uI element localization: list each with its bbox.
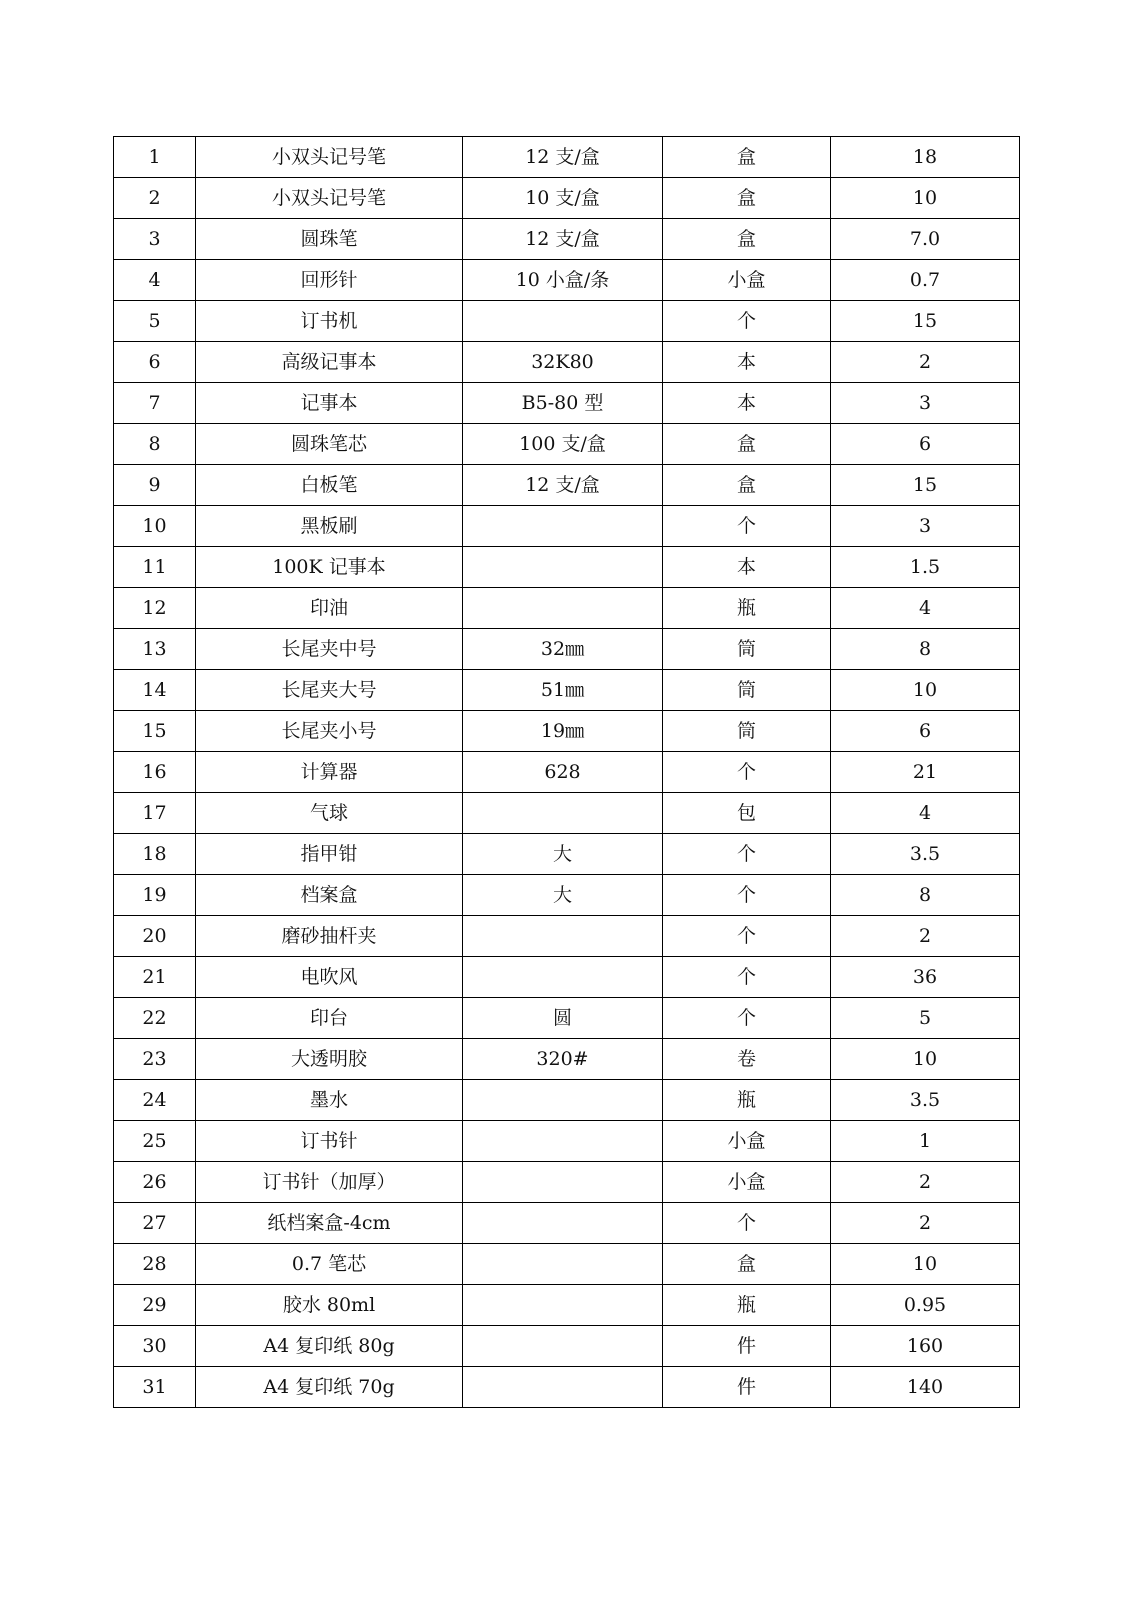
item-unit-cell: 筒 — [663, 629, 831, 670]
item-spec-cell: 12 支/盒 — [463, 219, 663, 260]
item-spec-cell: 10 小盒/条 — [463, 260, 663, 301]
item-number-cell: 27 — [114, 1203, 196, 1244]
item-name-cell: 圆珠笔芯 — [196, 424, 463, 465]
item-name-cell: 0.7 笔芯 — [196, 1244, 463, 1285]
item-spec-cell: 628 — [463, 752, 663, 793]
item-name-cell: 指甲钳 — [196, 834, 463, 875]
item-quantity-cell: 140 — [831, 1367, 1020, 1408]
item-spec-cell — [463, 1244, 663, 1285]
item-spec-cell: 320# — [463, 1039, 663, 1080]
item-number-cell: 4 — [114, 260, 196, 301]
item-quantity-cell: 10 — [831, 178, 1020, 219]
item-quantity-cell: 8 — [831, 875, 1020, 916]
item-quantity-cell: 15 — [831, 465, 1020, 506]
item-name-cell: 100K 记事本 — [196, 547, 463, 588]
item-spec-cell — [463, 1080, 663, 1121]
table-row — [114, 1367, 1020, 1408]
item-spec-cell — [463, 793, 663, 834]
table-row — [114, 137, 1020, 178]
item-spec-cell — [463, 1326, 663, 1367]
item-name-cell: 墨水 — [196, 1080, 463, 1121]
item-number-cell: 17 — [114, 793, 196, 834]
item-unit-cell: 个 — [663, 1203, 831, 1244]
item-unit-cell: 瓶 — [663, 588, 831, 629]
item-spec-cell — [463, 301, 663, 342]
table-row — [114, 1244, 1020, 1285]
item-spec-cell — [463, 1285, 663, 1326]
item-name-cell: 长尾夹中号 — [196, 629, 463, 670]
item-name-cell: A4 复印纸 80g — [196, 1326, 463, 1367]
item-spec-cell — [463, 547, 663, 588]
item-quantity-cell: 160 — [831, 1326, 1020, 1367]
item-number-cell: 11 — [114, 547, 196, 588]
item-number-cell: 18 — [114, 834, 196, 875]
table-row — [114, 1162, 1020, 1203]
table-row — [114, 506, 1020, 547]
table-row — [114, 670, 1020, 711]
item-number-cell: 14 — [114, 670, 196, 711]
table-row — [114, 260, 1020, 301]
item-unit-cell: 盒 — [663, 1244, 831, 1285]
item-unit-cell: 小盒 — [663, 1162, 831, 1203]
item-name-cell: 电吹风 — [196, 957, 463, 998]
item-unit-cell: 瓶 — [663, 1080, 831, 1121]
table-row — [114, 301, 1020, 342]
item-quantity-cell: 2 — [831, 1203, 1020, 1244]
item-name-cell: 圆珠笔 — [196, 219, 463, 260]
item-unit-cell: 个 — [663, 875, 831, 916]
item-number-cell: 19 — [114, 875, 196, 916]
item-quantity-cell: 2 — [831, 1162, 1020, 1203]
item-spec-cell — [463, 1162, 663, 1203]
item-name-cell: 长尾夹小号 — [196, 711, 463, 752]
table-row — [114, 383, 1020, 424]
item-name-cell: 印台 — [196, 998, 463, 1039]
table-row — [114, 752, 1020, 793]
item-spec-cell: 19㎜ — [463, 711, 663, 752]
item-name-cell: 档案盒 — [196, 875, 463, 916]
item-quantity-cell: 2 — [831, 916, 1020, 957]
item-unit-cell: 盒 — [663, 219, 831, 260]
table-row — [114, 875, 1020, 916]
item-unit-cell: 盒 — [663, 178, 831, 219]
item-quantity-cell: 3 — [831, 383, 1020, 424]
item-quantity-cell: 3.5 — [831, 1080, 1020, 1121]
item-unit-cell: 小盒 — [663, 260, 831, 301]
table-row — [114, 1326, 1020, 1367]
item-unit-cell: 件 — [663, 1326, 831, 1367]
item-quantity-cell: 10 — [831, 1244, 1020, 1285]
table-row — [114, 1121, 1020, 1162]
table-row — [114, 916, 1020, 957]
item-number-cell: 28 — [114, 1244, 196, 1285]
item-number-cell: 31 — [114, 1367, 196, 1408]
table-row — [114, 219, 1020, 260]
item-spec-cell: 12 支/盒 — [463, 465, 663, 506]
item-number-cell: 3 — [114, 219, 196, 260]
item-spec-cell — [463, 1367, 663, 1408]
item-quantity-cell: 1.5 — [831, 547, 1020, 588]
item-number-cell: 9 — [114, 465, 196, 506]
table-row — [114, 342, 1020, 383]
item-number-cell: 26 — [114, 1162, 196, 1203]
item-quantity-cell: 10 — [831, 1039, 1020, 1080]
table-row — [114, 793, 1020, 834]
item-number-cell: 12 — [114, 588, 196, 629]
item-unit-cell: 盒 — [663, 137, 831, 178]
item-spec-cell: 12 支/盒 — [463, 137, 663, 178]
item-unit-cell: 个 — [663, 998, 831, 1039]
item-unit-cell: 小盒 — [663, 1121, 831, 1162]
item-unit-cell: 盒 — [663, 465, 831, 506]
item-unit-cell: 个 — [663, 916, 831, 957]
item-name-cell: 订书针（加厚） — [196, 1162, 463, 1203]
item-spec-cell: 32K80 — [463, 342, 663, 383]
item-number-cell: 29 — [114, 1285, 196, 1326]
item-quantity-cell: 3 — [831, 506, 1020, 547]
item-quantity-cell: 0.95 — [831, 1285, 1020, 1326]
item-number-cell: 16 — [114, 752, 196, 793]
table-row — [114, 178, 1020, 219]
item-name-cell: 回形针 — [196, 260, 463, 301]
item-number-cell: 8 — [114, 424, 196, 465]
item-name-cell: 小双头记号笔 — [196, 137, 463, 178]
item-quantity-cell: 8 — [831, 629, 1020, 670]
table-row — [114, 588, 1020, 629]
item-quantity-cell: 6 — [831, 424, 1020, 465]
item-spec-cell — [463, 1121, 663, 1162]
item-quantity-cell: 18 — [831, 137, 1020, 178]
item-number-cell: 15 — [114, 711, 196, 752]
item-unit-cell: 卷 — [663, 1039, 831, 1080]
item-unit-cell: 本 — [663, 383, 831, 424]
item-unit-cell: 本 — [663, 547, 831, 588]
item-number-cell: 24 — [114, 1080, 196, 1121]
item-quantity-cell: 3.5 — [831, 834, 1020, 875]
item-number-cell: 13 — [114, 629, 196, 670]
item-number-cell: 30 — [114, 1326, 196, 1367]
supplies-table — [113, 136, 1020, 1408]
item-name-cell: 印油 — [196, 588, 463, 629]
item-name-cell: A4 复印纸 70g — [196, 1367, 463, 1408]
item-spec-cell — [463, 916, 663, 957]
item-name-cell: 磨砂抽杆夹 — [196, 916, 463, 957]
item-name-cell: 黑板刷 — [196, 506, 463, 547]
table-row — [114, 1285, 1020, 1326]
item-unit-cell: 个 — [663, 506, 831, 547]
item-spec-cell: B5-80 型 — [463, 383, 663, 424]
item-quantity-cell: 4 — [831, 793, 1020, 834]
table-row — [114, 465, 1020, 506]
item-name-cell: 气球 — [196, 793, 463, 834]
item-spec-cell: 100 支/盒 — [463, 424, 663, 465]
item-quantity-cell: 36 — [831, 957, 1020, 998]
item-quantity-cell: 4 — [831, 588, 1020, 629]
item-spec-cell: 圆 — [463, 998, 663, 1039]
item-spec-cell: 32㎜ — [463, 629, 663, 670]
item-number-cell: 2 — [114, 178, 196, 219]
item-name-cell: 白板笔 — [196, 465, 463, 506]
item-unit-cell: 个 — [663, 957, 831, 998]
item-spec-cell — [463, 957, 663, 998]
item-spec-cell: 10 支/盒 — [463, 178, 663, 219]
item-unit-cell: 件 — [663, 1367, 831, 1408]
table-row — [114, 1080, 1020, 1121]
supplies-table-body — [114, 137, 1020, 1408]
item-number-cell: 21 — [114, 957, 196, 998]
item-number-cell: 22 — [114, 998, 196, 1039]
item-number-cell: 1 — [114, 137, 196, 178]
item-name-cell: 纸档案盒-4cm — [196, 1203, 463, 1244]
table-row — [114, 547, 1020, 588]
item-quantity-cell: 7.0 — [831, 219, 1020, 260]
item-spec-cell — [463, 506, 663, 547]
item-number-cell: 20 — [114, 916, 196, 957]
item-number-cell: 5 — [114, 301, 196, 342]
item-spec-cell: 大 — [463, 834, 663, 875]
table-row — [114, 1203, 1020, 1244]
item-name-cell: 计算器 — [196, 752, 463, 793]
item-quantity-cell: 15 — [831, 301, 1020, 342]
item-number-cell: 23 — [114, 1039, 196, 1080]
table-row — [114, 629, 1020, 670]
item-unit-cell: 个 — [663, 834, 831, 875]
table-row — [114, 1039, 1020, 1080]
item-name-cell: 订书针 — [196, 1121, 463, 1162]
item-quantity-cell: 0.7 — [831, 260, 1020, 301]
table-row — [114, 998, 1020, 1039]
item-name-cell: 订书机 — [196, 301, 463, 342]
item-name-cell: 小双头记号笔 — [196, 178, 463, 219]
item-number-cell: 25 — [114, 1121, 196, 1162]
item-unit-cell: 筒 — [663, 670, 831, 711]
item-number-cell: 6 — [114, 342, 196, 383]
item-quantity-cell: 10 — [831, 670, 1020, 711]
table-row — [114, 711, 1020, 752]
item-spec-cell: 51㎜ — [463, 670, 663, 711]
item-name-cell: 高级记事本 — [196, 342, 463, 383]
item-name-cell: 长尾夹大号 — [196, 670, 463, 711]
item-quantity-cell: 5 — [831, 998, 1020, 1039]
item-unit-cell: 瓶 — [663, 1285, 831, 1326]
table-row — [114, 957, 1020, 998]
item-spec-cell: 大 — [463, 875, 663, 916]
table-row — [114, 424, 1020, 465]
item-name-cell: 大透明胶 — [196, 1039, 463, 1080]
item-quantity-cell: 6 — [831, 711, 1020, 752]
item-name-cell: 记事本 — [196, 383, 463, 424]
item-quantity-cell: 1 — [831, 1121, 1020, 1162]
table-row — [114, 834, 1020, 875]
item-unit-cell: 个 — [663, 752, 831, 793]
item-quantity-cell: 21 — [831, 752, 1020, 793]
item-number-cell: 7 — [114, 383, 196, 424]
item-spec-cell — [463, 588, 663, 629]
item-unit-cell: 盒 — [663, 424, 831, 465]
item-unit-cell: 包 — [663, 793, 831, 834]
item-spec-cell — [463, 1203, 663, 1244]
item-quantity-cell: 2 — [831, 342, 1020, 383]
item-name-cell: 胶水 80ml — [196, 1285, 463, 1326]
item-unit-cell: 个 — [663, 301, 831, 342]
item-unit-cell: 本 — [663, 342, 831, 383]
item-number-cell: 10 — [114, 506, 196, 547]
item-unit-cell: 筒 — [663, 711, 831, 752]
